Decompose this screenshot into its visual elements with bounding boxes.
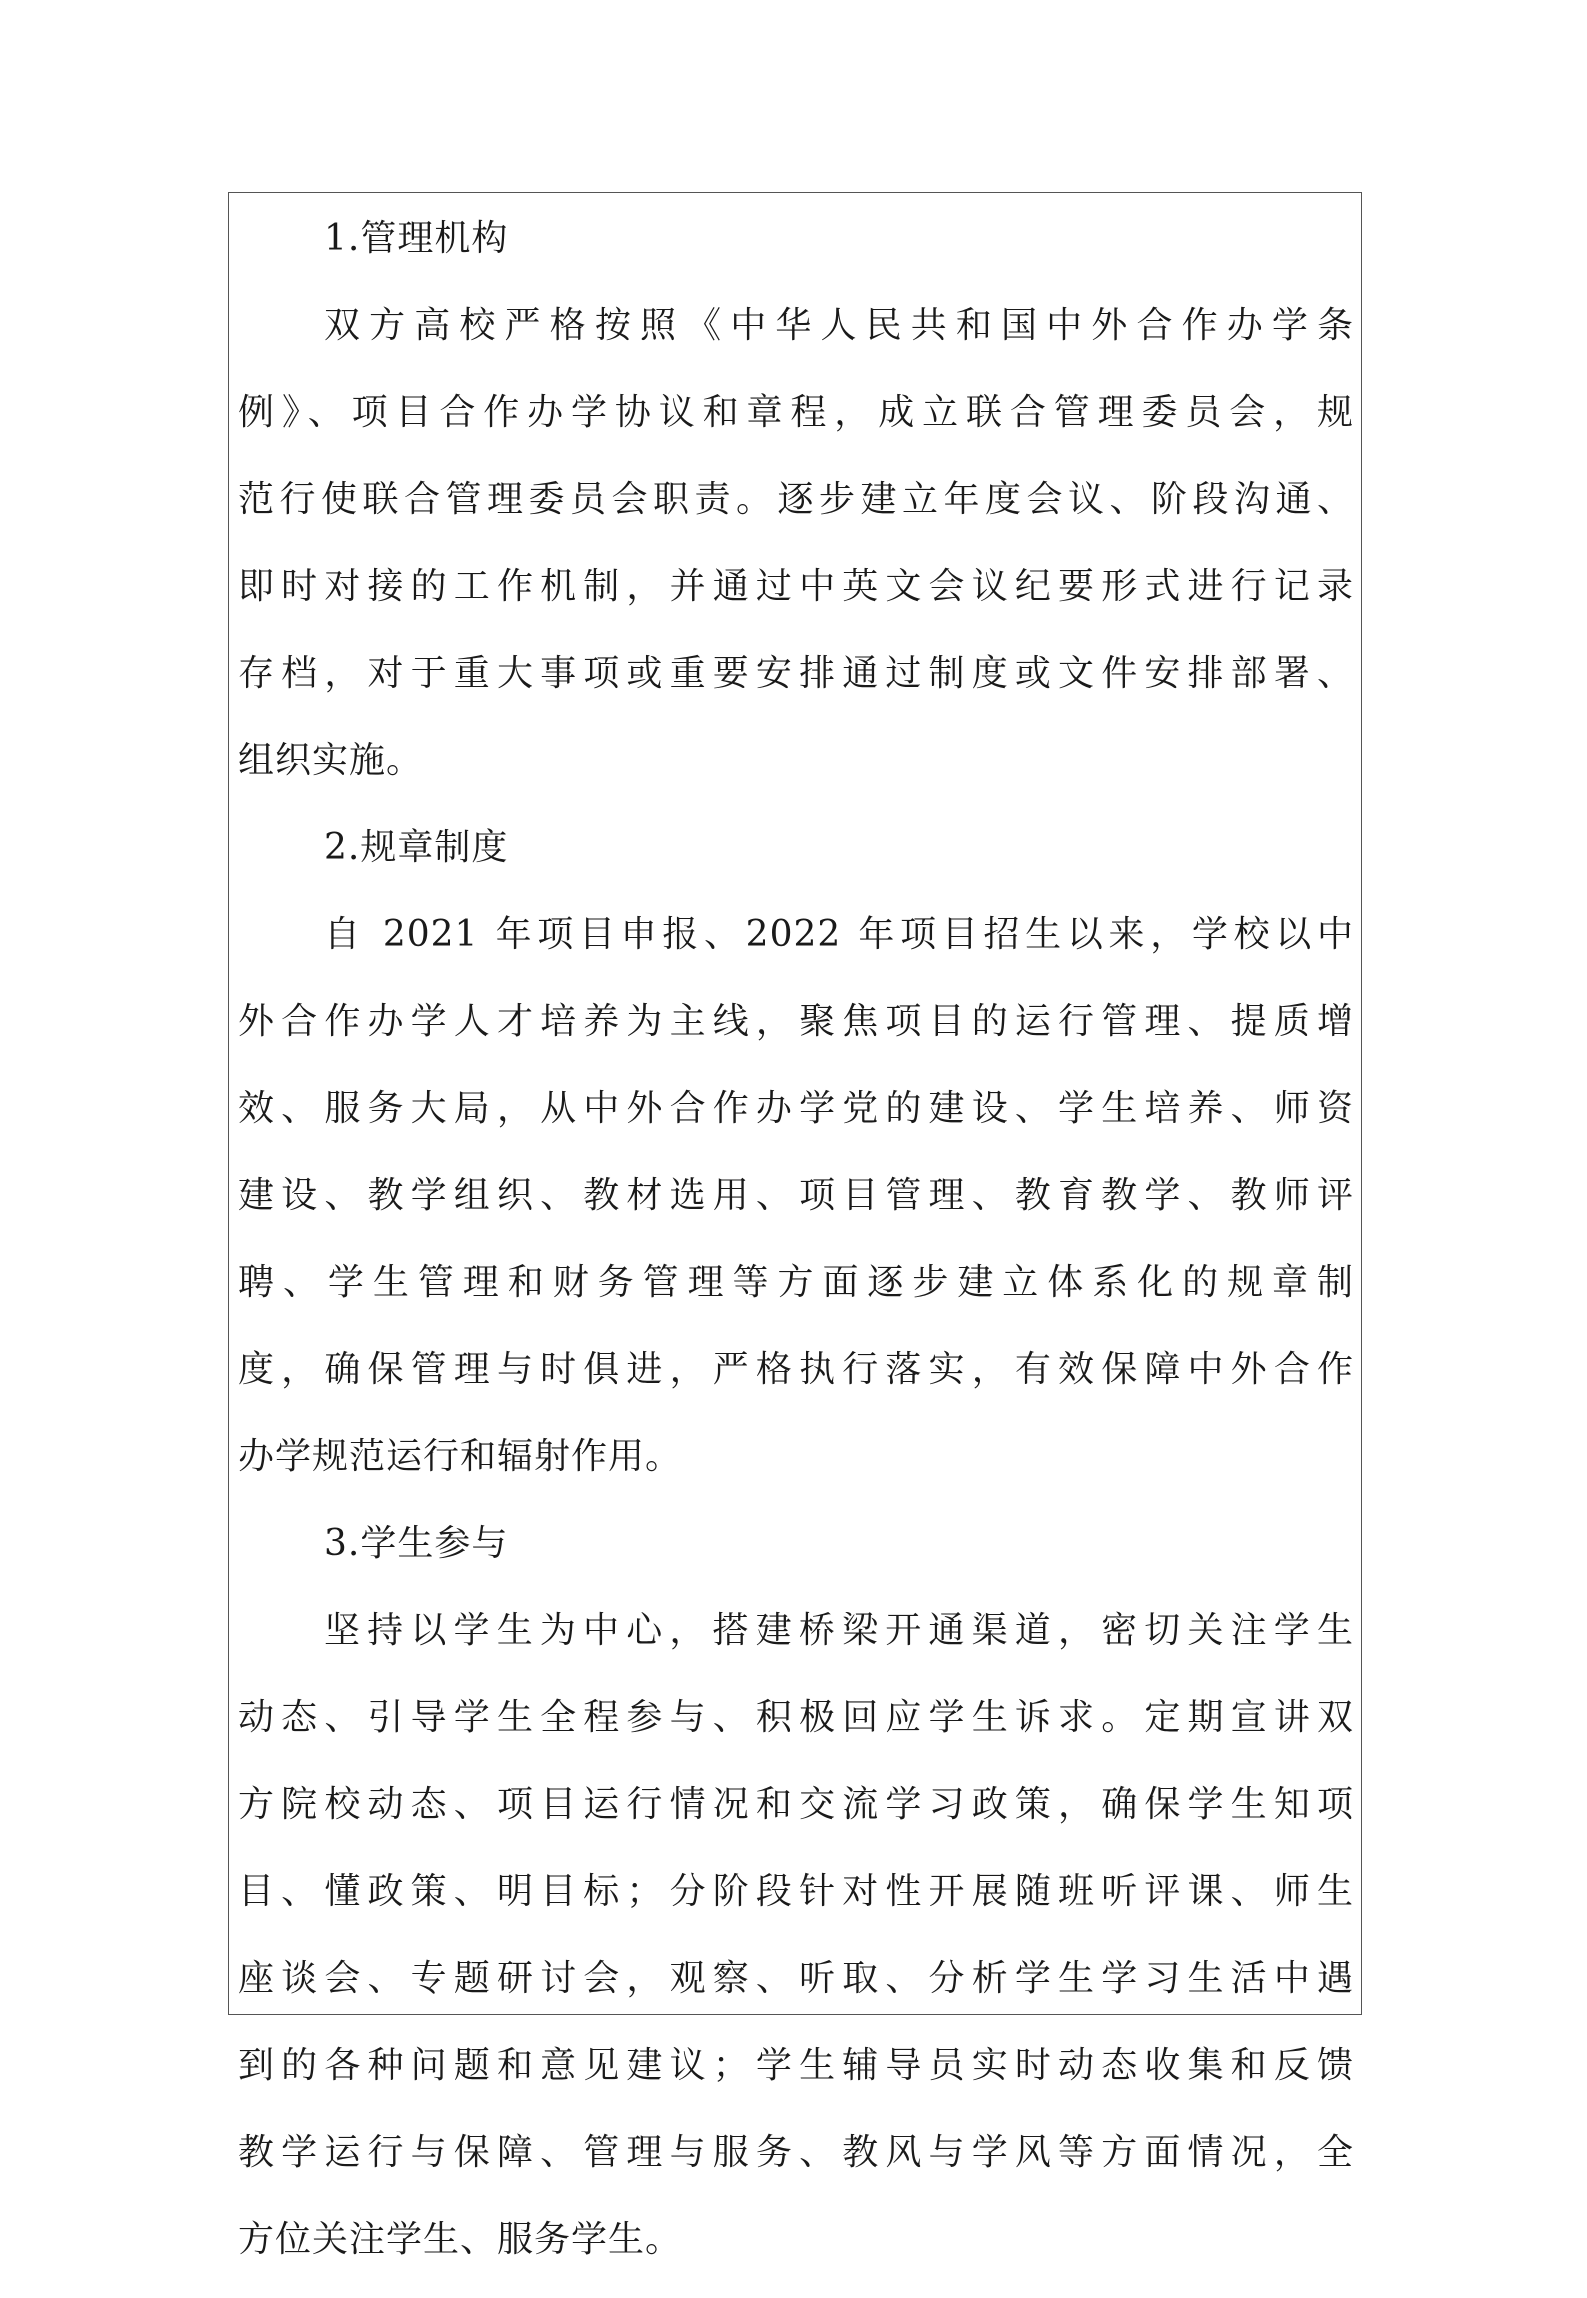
- paragraph-line: 建设、教学组织、教材选用、项目管理、教育教学、教师评: [238, 1175, 1354, 1216]
- paragraph-line: 存档，对于重大事项或重要安排通过制度或文件安排部署、: [238, 653, 1354, 694]
- section-student-participation: [238, 1515, 1354, 2298]
- paragraph-line: 度，确保管理与时俱进，严格执行落实，有效保障中外合作: [238, 1349, 1354, 1390]
- section-management: [238, 210, 1354, 819]
- paragraph-line: 效、服务大局，从中外合作办学党的建设、学生培养、师资: [238, 1088, 1354, 1129]
- paragraph-line: 坚持以学生为中心，搭建桥梁开通渠道，密切关注学生: [324, 1610, 1354, 1651]
- paragraph-line: 到的各种问题和意见建议；学生辅导员实时动态收集和反馈: [238, 2045, 1354, 2086]
- section-heading: 2.规章制度: [324, 827, 509, 868]
- document-body: [238, 210, 1354, 2298]
- paragraph-line: 方院校动态、项目运行情况和交流学习政策，确保学生知项: [238, 1784, 1354, 1825]
- section-heading: 1.管理机构: [324, 218, 509, 259]
- paragraph-line: 聘、学生管理和财务管理等方面逐步建立体系化的规章制: [238, 1262, 1354, 1303]
- paragraph-line: 组织实施。: [238, 740, 424, 781]
- paragraph-line: 外合作办学人才培养为主线，聚焦项目的运行管理、提质增: [238, 1001, 1354, 1042]
- paragraph-line: 自 2021 年项目申报、2022 年项目招生以来，学校以中: [324, 914, 1354, 955]
- paragraph-line: 方位关注学生、服务学生。: [238, 2219, 683, 2260]
- paragraph-line: 教学运行与保障、管理与服务、教风与学风等方面情况，全: [238, 2132, 1354, 2173]
- paragraph-line: 动态、引导学生全程参与、积极回应学生诉求。定期宣讲双: [238, 1697, 1354, 1738]
- paragraph-line: 办学规范运行和辐射作用。: [238, 1436, 683, 1477]
- paragraph-line: 例》、项目合作办学协议和章程，成立联合管理委员会，规: [238, 392, 1354, 433]
- paragraph-line: 座谈会、专题研讨会，观察、听取、分析学生学习生活中遇: [238, 1958, 1354, 1999]
- paragraph-line: 目、懂政策、明目标；分阶段针对性开展随班听评课、师生: [238, 1871, 1354, 1912]
- section-regulations: [238, 819, 1354, 1515]
- paragraph-line: 范行使联合管理委员会职责。逐步建立年度会议、阶段沟通、: [238, 479, 1354, 520]
- section-heading: 3.学生参与: [324, 1523, 509, 1564]
- paragraph-line: 双方高校严格按照《中华人民共和国中外合作办学条: [324, 305, 1354, 346]
- paragraph-line: 即时对接的工作机制，并通过中英文会议纪要形式进行记录: [238, 566, 1354, 607]
